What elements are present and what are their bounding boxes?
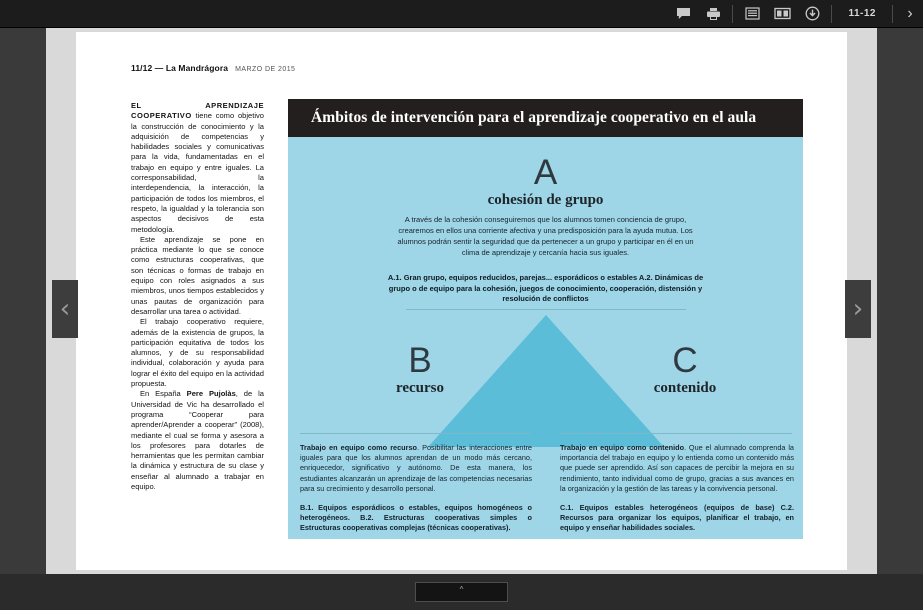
next-page-button[interactable]: ›	[907, 4, 913, 22]
article-paragraph-1-rest: tiene como objetivo la construcción de conocimiento y la adquisición de competencias y habilidades sociales y comunicativas para la vida, fundamentadas en el trabajo en equipo y entre iguales. La corresponsabilidad, la interdependencia, la interacción, la participación de todos los miembros, el respeto, la igualdad y la tolerancia son aspectos decisivos de esta metodología.	[131, 111, 264, 234]
section-c-column	[560, 443, 794, 534]
issue-label: 11/12 — La Mandrágora	[131, 63, 229, 73]
section-a-body: A través de la cohesión conseguiremos que los alumnos tomen conciencia de grupo, crearemos en ellos una corriente afectiva y una predisposición para la ayuda mutua. Los alumnos podrán sentir la seguridad que da pertenecer a un grupo y participar en él en un clima de aprendizaje y cercanía hacia sus iguales.	[397, 215, 694, 257]
section-c	[625, 343, 745, 397]
section-c-items: C.1. Equipos estables heterogéneos (equipos de base) C.2. Recursos para organizar los equipos, planificar el trabajo, en equipo y enseñar habilidades sociales.	[560, 503, 794, 533]
page-spread	[46, 28, 877, 574]
section-b-body-lead: Trabajo en equipo como recurso	[300, 443, 417, 452]
section-b-body-rest: . Posibilitar las interacciones entre iguales para que los alumnos aprendan de un modo más cercano, enriquecedor, significativo y autónomo. De esta manera, los estudiantes alcanzarán un aprendizaje de las competencias necesarias para su crecimiento y desarrollo personal.	[300, 443, 532, 493]
section-b	[360, 343, 480, 397]
section-a-name: cohesión de grupo	[487, 192, 604, 208]
document-header	[131, 63, 295, 73]
divider-bottom-right	[560, 433, 792, 434]
infographic-body	[288, 137, 803, 539]
article-paragraph-1	[131, 101, 264, 235]
comment-icon[interactable]	[668, 0, 698, 28]
article-column	[131, 101, 264, 492]
section-b-column	[300, 443, 532, 534]
article-kicker: EL APRENDIZAJE COOPERATIVO	[131, 101, 264, 121]
expand-thumbnails-button[interactable]: ˄	[415, 582, 508, 602]
article-paragraph-4-rest: , de la Universidad de Vic ha desarrollado el programa “Cooperar para aprender/Aprender a cooperar” (2008), mediante el cual se forma y asesora a los profesores para dotarles de herramientas que les permitan cambiar la dinámica y estructura de su clase y enseñar al alumnado a trabajar en equipo.	[131, 389, 264, 491]
section-b-items: B.1. Equipos esporádicos o estables, equipos homogéneos o heterogéneos. B.2. Estructuras cooperativas simples o Estructuras cooperativas complejas (técnicas cooperativas).	[300, 503, 532, 533]
bottom-bar	[0, 574, 923, 610]
toolbar-divider-3	[892, 5, 893, 23]
prev-page-arrow[interactable]: ‹	[52, 280, 78, 338]
article-paragraph-4	[131, 389, 264, 492]
section-b-letter: B	[408, 341, 432, 380]
next-page-arrow[interactable]: ›	[845, 280, 871, 338]
section-c-body-rest: . Que el alumnado comprenda la importancia del trabajo en equipo y lo entienda como un contenido más que puede ser aprendido. Así son capaces de percibir la mejora en su rendimiento, tanto individual como de grupo, gracias a sus avances en la organización y la gestión de las tareas y la convivencia personal.	[560, 443, 794, 493]
page-indicator: 11-12	[848, 8, 876, 19]
article-paragraph-4-pre: En España	[140, 389, 187, 399]
list-view-icon[interactable]	[737, 0, 767, 28]
section-a-letter: A	[533, 153, 558, 192]
article-paragraph-3: El trabajo cooperativo requiere, además de la existencia de grupos, la participación equitativa de todos los alumnos, y de su responsabilidad individual, colaboración y ayuda para lograr el éxito del equipo en la actividad propuesta.	[131, 317, 264, 389]
download-icon[interactable]	[797, 0, 827, 28]
article-paragraph-2: Este aprendizaje se pone en práctica mediante lo que se conoce como estructuras cooperativas, que son técnicas o formas de trabajo en equipo con roles asignados a sus miembros, unos tiempos establecidos y unas pautas de organización para desarrollar una tarea o actividad.	[131, 234, 264, 316]
date-label: MARZO DE 2015	[235, 66, 296, 73]
section-c-letter: C	[672, 341, 698, 380]
section-c-body	[560, 443, 794, 494]
author-name: Pere Pujolàs	[186, 389, 236, 399]
infographic-title-bar	[288, 99, 803, 137]
section-b-name: recurso	[395, 380, 445, 396]
section-a	[288, 155, 803, 209]
section-b-body	[300, 443, 532, 494]
print-icon[interactable]	[698, 0, 728, 28]
divider-top	[406, 309, 686, 310]
section-a-items: A.1. Gran grupo, equipos reducidos, parejas... esporádicos o estables A.2. Dinámicas de grupo o de equipo para la cohesión, juegos de conocimiento, cooperación, distensión y resolución de conflictos	[387, 273, 704, 304]
two-page-view-icon[interactable]	[767, 0, 797, 28]
infographic-title: Ámbitos de intervención para el aprendizaje cooperativo en el aula	[311, 109, 757, 126]
toolbar-divider-2	[831, 5, 832, 23]
section-c-name: contenido	[653, 380, 717, 396]
document-page	[76, 32, 847, 570]
top-toolbar	[0, 0, 923, 28]
divider-bottom-left	[300, 433, 530, 434]
section-c-body-lead: Trabajo en equipo como contenido	[560, 443, 685, 452]
infographic	[288, 99, 803, 539]
toolbar-divider	[732, 5, 733, 23]
toolbar-icon-group	[668, 0, 923, 28]
